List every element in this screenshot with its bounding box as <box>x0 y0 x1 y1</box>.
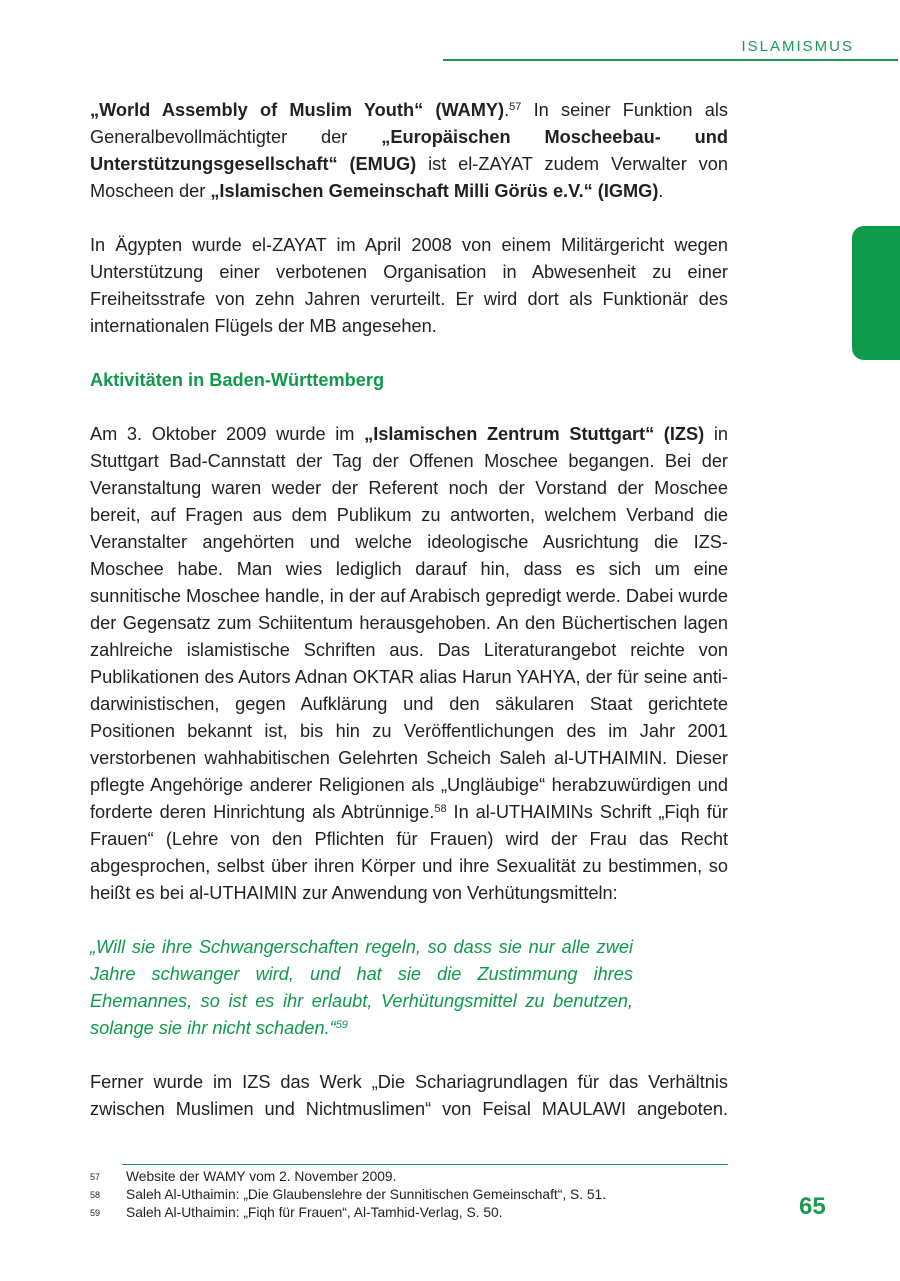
block-quote: „Will sie ihre Schwangerschaften regeln, so dass sie nur alle zwei Jahre schwanger wird, und hat sie die Zustimmung ihres Ehemannes, so ist es ihr erlaubt, Verhütungsmittel zu benutzen, solange sie ihr nicht schaden.“$^{59}$ <box>90 937 633 1038</box>
footnotes <box>90 1168 730 1222</box>
header-rule <box>443 59 898 61</box>
footnote-number: 59 <box>90 1208 101 1218</box>
footnote-text: Website der WAMY vom 2. November 2009. <box>126 1169 397 1184</box>
footnote-text: Saleh Al-Uthaimin: „Die Glaubenslehre der Sunnitischen Gemeinschaft“, S. 51. <box>126 1187 607 1202</box>
running-header: ISLAMISMUS <box>741 38 854 55</box>
paragraph-wamy: „World Assembly of Muslim Youth“ (WAMY).$^{57}$ In seiner Funktion als Generalbevollmächtigter der „Europäischen Moscheebau- und Unterstützungsgesellschaft“ (EMUG) ist el-ZAYAT zudem Verwalter von Moscheen der „Islamischen Gemeinschaft Milli Görüs e.V.“ (IGMG). <box>90 100 728 201</box>
section-heading: Aktivitäten in Baden-Württemberg <box>90 370 385 390</box>
wamy-name: „World Assembly of Muslim Youth“ (WAMY) <box>90 100 505 120</box>
footnote-text: Saleh Al-Uthaimin: „Fiqh für Frauen“, Al-Tamhid-Verlag, S. 50. <box>126 1205 503 1220</box>
footnote-59 <box>90 1204 730 1222</box>
igmg-name: „Islamischen Gemeinschaft Milli Görüs e.V.“ (IGMG) <box>210 181 659 201</box>
footnote-ref-57[interactable]: 57 <box>509 101 522 113</box>
footnote-58 <box>90 1186 730 1204</box>
paragraph-izs: Am 3. Oktober 2009 wurde im „Islamischen Zentrum Stuttgart“ (IZS) in Stuttgart Bad-Cannstatt der Tag der Offenen Moschee begangen. Bei der Veranstaltung waren weder der Referent noch der Vorstand der Moschee bereit, auf Fragen aus dem Publikum zu antworten, welchem Verband die Veranstalter angehörten und welche ideologische Ausrichtung die IZS-Moschee habe. Man wies lediglich darauf hin, dass es sich um eine sunnitische Moschee handle, in der auf Arabisch gepredigt werde. Dabei wurde der Gegensatz zum Schiitentum herausgehoben. An den Büchertischen lagen zahlreiche islamistische Schriften aus. Das Literaturangebot reichte von Publikationen des Autors Adnan OKTAR alias Harun YAHYA, der für seine anti-darwinistischen, gegen Aufklärung und den säkularen Staat gerichtete Positionen bekannt ist, bis hin zu Veröffentlichungen des im Jahr 2001 verstorbenen wahhabitischen Gelehrten Scheich Saleh al-UTHAIMIN. Dieser pflegte Angehörige anderer Religionen als „Ungläubige“ herabzuwürdigen und forderte deren Hinrichtung als Abtrünnige.$^{58}$ In al-UTHAIMINs Schrift „Fiqh für Frauen“ (Lehre von den Pflichten für Frauen) wird der Frau das Recht abgesprochen, selbst über ihren Körper und ihre Sexualität zu bestimmen, so heißt es bei al-UTHAIMIN zur Anwendung von Verhütungsmitteln: <box>90 424 728 903</box>
chapter-tab <box>852 226 900 360</box>
paragraph-egypt: In Ägypten wurde el-ZAYAT im April 2008 von einem Militärgericht wegen Unterstützung einer verbotenen Organisation in Abwesenheit zu einer Freiheitsstrafe von zehn Jahren verurteilt. Er wird dort als Funktionär des internationalen Flügels der MB angesehen. <box>90 235 728 336</box>
footnote-57 <box>90 1168 730 1186</box>
main-content <box>90 97 728 1123</box>
paragraph-maulawi: Ferner wurde im IZS das Werk „Die Schariagrundlagen für das Verhältnis zwischen Muslimen und Nichtmuslimen“ von Feisal MAULAWI angeboten. <box>90 1072 728 1119</box>
footnote-rule <box>122 1164 728 1165</box>
footnote-ref-58[interactable]: 58 <box>434 803 447 815</box>
page-number: 65 <box>799 1193 826 1220</box>
emug-name: „Europäischen Moscheebau- und Unterstützungsgesellschaft“ (EMUG) <box>90 127 728 174</box>
footnote-ref-59[interactable]: 59 <box>335 1019 348 1031</box>
izs-name: „Islamischen Zentrum Stuttgart“ (IZS) <box>364 424 705 444</box>
footnote-number: 57 <box>90 1172 101 1182</box>
footnote-number: 58 <box>90 1190 101 1200</box>
